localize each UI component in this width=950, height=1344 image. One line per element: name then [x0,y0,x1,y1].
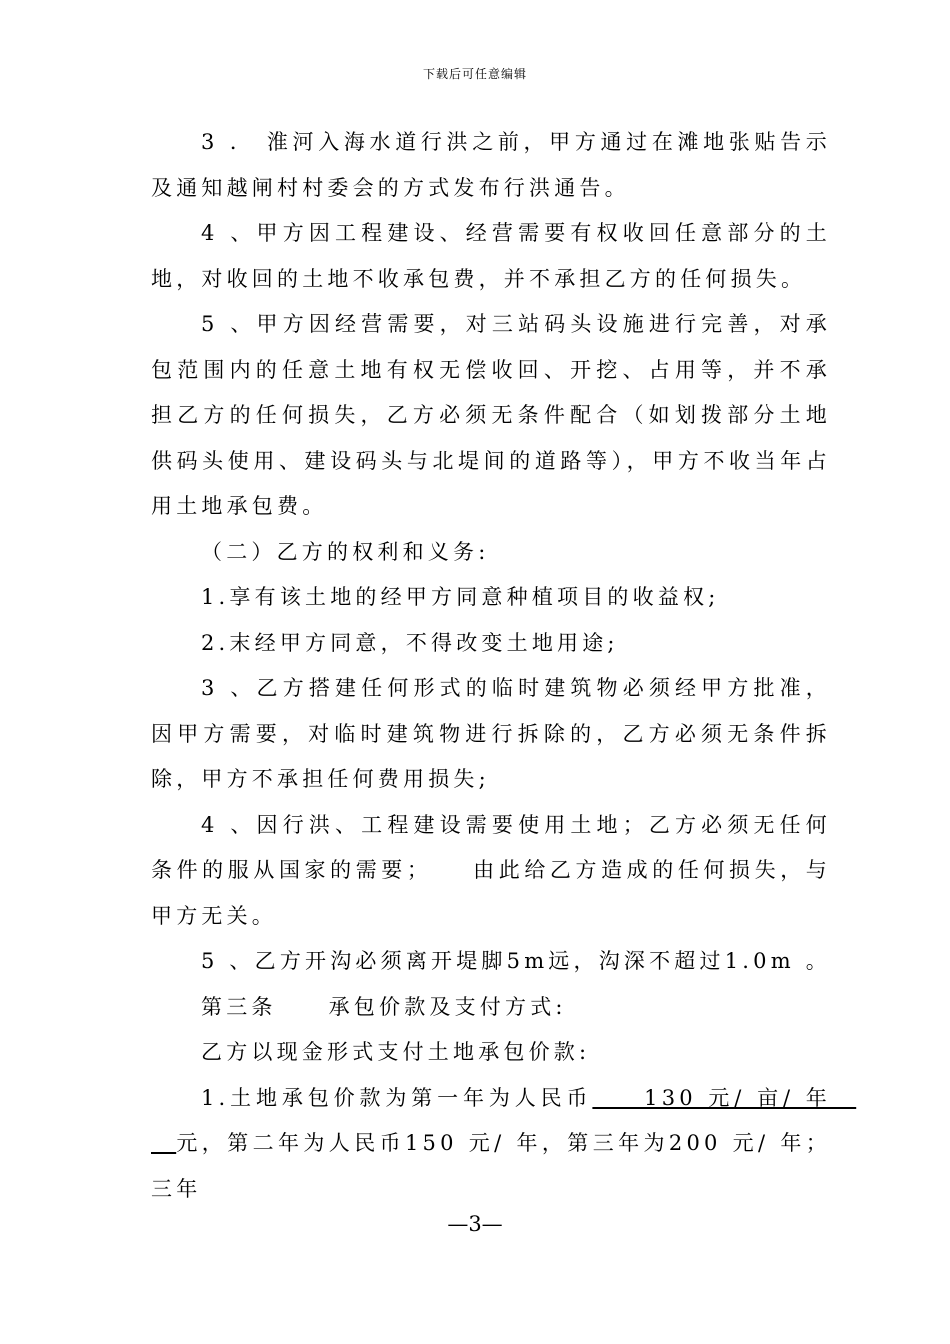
paragraph: 5 、乙方开沟必须离开堤脚5m远，沟深不超过1.0m 。 [201,949,831,973]
price-paragraph [151,1076,857,1213]
article-number: 第三条 [201,994,277,1019]
paragraph: 3 、乙方搭建任何形式的临时建筑物必须经甲方批准，因甲方需要，对临时建筑物进行拆除的，乙方必须无条件拆除，甲方不承担任何费用损失; [151,676,831,791]
paragraph: 1.享有该土地的经甲方同意种植项目的收益权; [201,585,720,609]
document-body [151,120,857,1212]
paragraph: 4 、因行洪、工程建设需要使用土地；乙方必须无任何条件的服从国家的需要； 由此给乙方造成的任何损失，与甲方无关。 [151,812,831,928]
article-heading [151,985,831,1031]
payment-intro: 乙方以现金形式支付土地承包价款: [201,1040,591,1064]
paragraph: 4 、甲方因工程建设、经营需要有权收回任意部分的土地，对收回的土地不收承包费，并不承担乙方的任何损失。 [151,221,831,291]
article-title: 承包价款及支付方式: [328,994,567,1019]
paragraph: 5 、甲方因经营需要，对三站码头设施进行完善，对承包范围内的任意土地有权无偿收回、开挖、占用等，并不承担乙方的任何损失，乙方必须无条件配合（如划拨部分土地供码头使用、建设码头与北堤间的道路等），甲方不收当年占用土地承包费。 [151,312,831,518]
paragraph: 3 ． 淮河入海水道行洪之前，甲方通过在滩地张贴告示及通知越闸村村委会的方式发布行洪通告。 [151,130,831,200]
first-year-price: 130 元/ 亩/ 年 [592,1085,857,1110]
page-number: —3— [447,1212,503,1236]
price-lead: 1.土地承包价款为第一年为人民币 [201,1085,593,1110]
section-heading: （二）乙方的权利和义务: [201,539,490,564]
header-note: 下载后可任意编辑 [422,67,527,81]
paragraph: 2.末经甲方同意，不得改变土地用途; [201,630,619,655]
price-rest: 元，第二年为人民币150 元/ 年，第三年为200 元/ 年；三年 [151,1131,831,1201]
